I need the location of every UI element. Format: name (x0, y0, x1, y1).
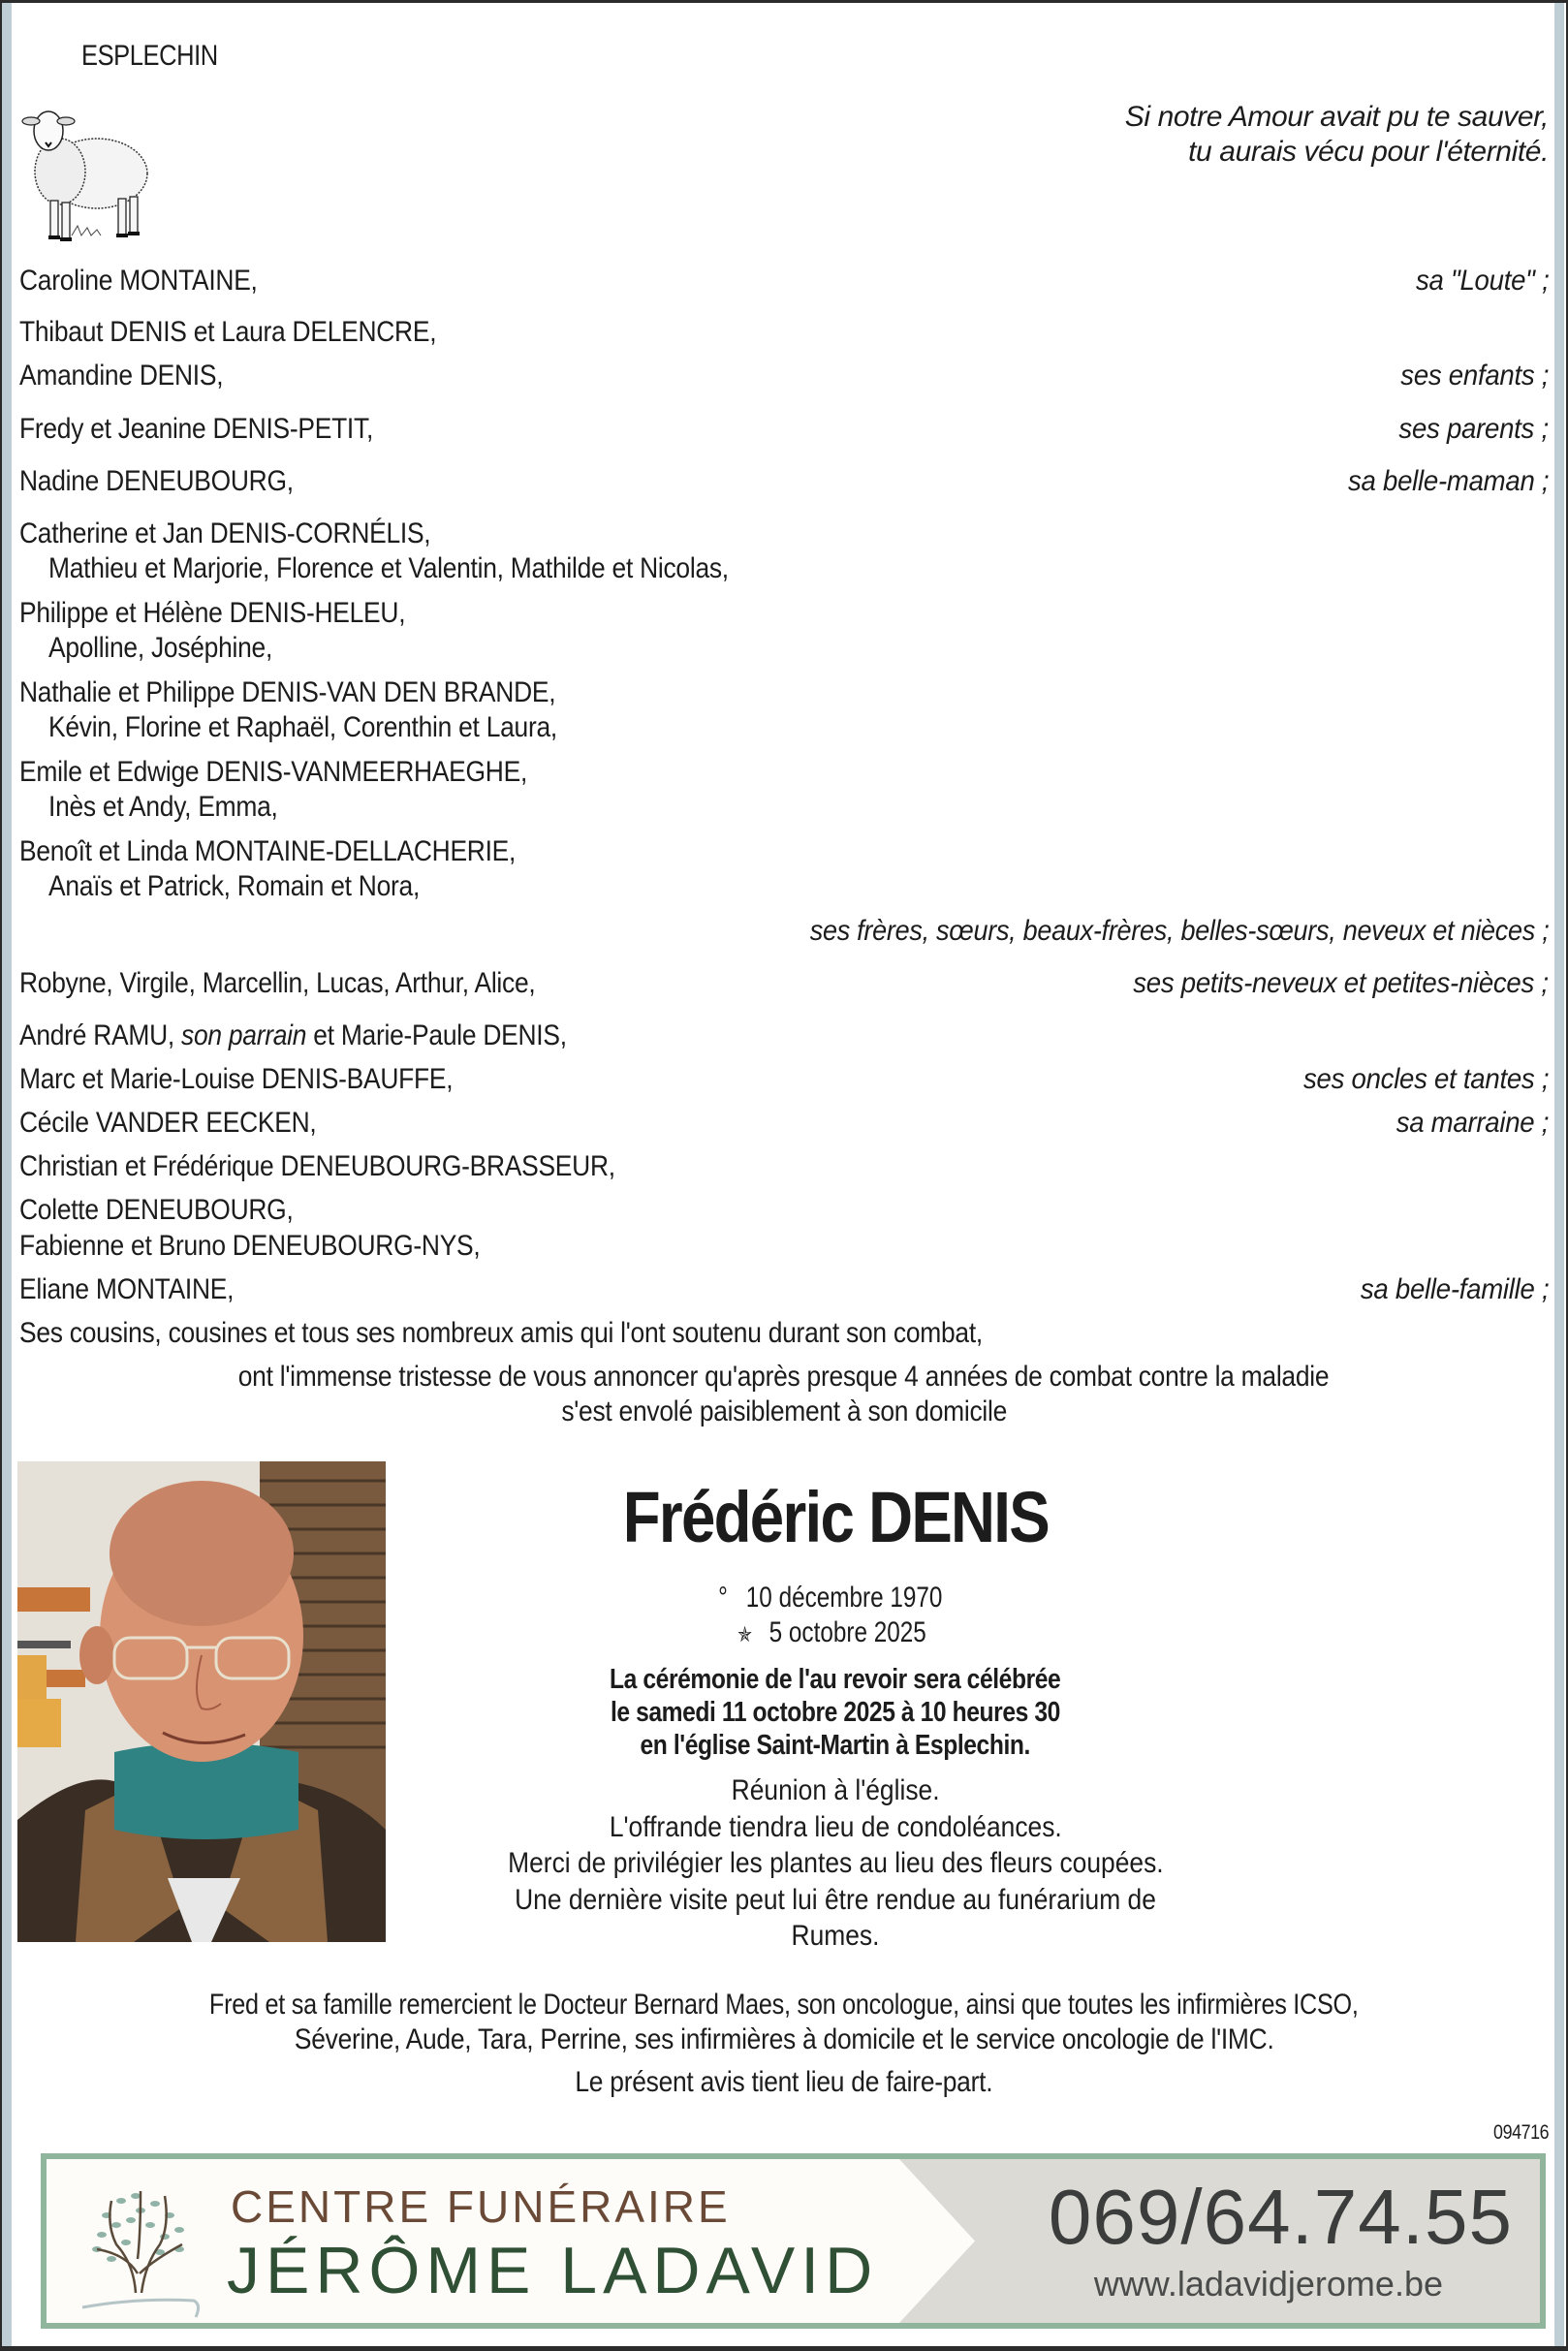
ceremony-line: La cérémonie de l'au revoir sera célébrée (610, 1664, 1061, 1695)
family-row (12, 1106, 1549, 1141)
faire-part-line: Le présent avis tient lieu de faire-part. (575, 2066, 993, 2098)
quote-line: Si notre Amour avait pu te sauver, (1124, 101, 1549, 133)
life-dates (477, 1581, 1194, 1652)
family-row (12, 966, 1549, 1001)
family-names: Fabienne et Bruno DENEUBOURG-NYS, (19, 1230, 481, 1262)
quote-line: tu aurais vécu pour l'éternité. (1188, 136, 1549, 168)
family-names: Catherine et Jan DENIS-CORNÉLIS, (19, 517, 431, 549)
family-row (12, 1149, 1549, 1184)
family-names: Colette DENEUBOURG, (19, 1194, 294, 1226)
announcement-line: ont l'immense tristesse de vous annoncer qu'après presque 4 années de combat contre la maladie (238, 1361, 1330, 1393)
company-line-2: JÉRÔME LADAVID (227, 2234, 879, 2307)
star-icon: ✯ (737, 1622, 752, 1646)
closing-family-line: Ses cousins, cousines et tous ses nombreux amis qui l'ont soutenu durant son combat, (19, 1317, 983, 1349)
family-row (12, 551, 1549, 586)
relation-label: ses frères, sœurs, beaux-frères, belles-sœurs, neveux et nièces ; (809, 915, 1549, 947)
family-names: Nathalie et Philippe DENIS-VAN DEN BRANDE, (19, 676, 556, 708)
family-row (12, 517, 1549, 551)
olive-tree-logo-icon (68, 2167, 211, 2322)
family-children: Kévin, Florine et Raphaël, Corenthin et Laura, (48, 711, 557, 743)
family-row (12, 359, 1549, 393)
ceremony-line: le samedi 11 octobre 2025 à 10 heures 30 (611, 1697, 1060, 1728)
epitaph-quote (1125, 100, 1549, 170)
relation-label: ses oncles et tantes ; (1302, 1063, 1549, 1095)
relation-label: sa marraine ; (1396, 1107, 1549, 1139)
family-names: Benoît et Linda MONTAINE-DELLACHERIE, (19, 835, 517, 867)
website-link[interactable]: www.ladavidjerome.be (1093, 2264, 1443, 2304)
ceremony-details (477, 1663, 1194, 1762)
family-names: Fredy et Jeanine DENIS-PETIT, (19, 413, 374, 445)
note-line: Une dernière visite peut lui être rendue au funérarium de Rumes. (515, 1883, 1156, 1952)
family-row (12, 631, 1549, 666)
family-names: Cécile VANDER EECKEN, (19, 1107, 317, 1139)
sheep-icon (19, 104, 149, 243)
family-row (12, 675, 1549, 710)
family-names: André RAMU, son parrain et Marie-Paule DENIS, (19, 1019, 567, 1051)
family-names: Marc et Marie-Louise DENIS-BAUFFE, (19, 1063, 454, 1095)
practical-notes (438, 1772, 1233, 1955)
ceremony-line: en l'église Saint-Martin à Esplechin. (640, 1730, 1031, 1761)
family-children: Inès et Andy, Emma, (48, 791, 278, 823)
family-row (12, 1062, 1549, 1097)
family-names: Emile et Edwige DENIS-VANMEERHAEGHE, (19, 756, 528, 788)
family-row (12, 315, 1549, 350)
family-row (12, 1229, 1549, 1264)
funeral-home-banner (41, 2153, 1546, 2329)
note-line: Réunion à l'église. (731, 1774, 940, 1806)
family-children: Apolline, Joséphine, (48, 632, 273, 664)
family-row (12, 464, 1549, 499)
family-row (12, 834, 1549, 869)
family-row (12, 1019, 1549, 1053)
family-row (12, 710, 1549, 745)
relation-label: sa belle-maman ; (1347, 465, 1549, 497)
relation-label: ses enfants ; (1400, 360, 1549, 392)
thanks-line: Fred et sa famille remercient le Docteur Bernard Maes, son oncologue, ainsi que toutes les infirmières ICSO, (209, 1989, 1359, 2021)
family-row (12, 1316, 1549, 1351)
portrait-photo (17, 1461, 386, 1942)
family-row (12, 1272, 1549, 1307)
death-date: ✯ 5 octobre 2025 (477, 1615, 1194, 1652)
relation-label: ses parents ; (1398, 413, 1549, 445)
family-children: Mathieu et Marjorie, Florence et Valentin, Mathilde et Nicolas, (48, 552, 729, 584)
family-row (12, 790, 1549, 825)
family-row (12, 869, 1549, 904)
note-line: L'offrande tiendra lieu de condoléances. (609, 1810, 1062, 1843)
reference-number: 094716 (1492, 2121, 1549, 2144)
family-names: Caroline MONTAINE, (19, 265, 258, 297)
relation-label: sa belle-famille ; (1360, 1273, 1549, 1305)
family-names: Amandine DENIS, (19, 360, 224, 392)
family-names: Eliane MONTAINE, (19, 1273, 235, 1305)
family-names: Christian et Frédérique DENEUBOURG-BRASSEUR, (19, 1150, 615, 1182)
deceased-name: Frédéric DENIS (622, 1477, 1049, 1557)
family-row (12, 412, 1549, 447)
note-line: Merci de privilégier les plantes au lieu des fleurs coupées. (507, 1847, 1164, 1879)
thanks-line: Séverine, Aude, Tara, Perrine, ses infirmières à domicile et le service oncologie de l'IMC. (294, 2023, 1274, 2055)
company-line-1: CENTRE FUNÉRAIRE (231, 2181, 731, 2232)
family-row (12, 596, 1549, 631)
godfather-label: son parrain (181, 1019, 307, 1051)
family-names: Philippe et Hélène DENIS-HELEU, (19, 597, 406, 629)
relation-label: ses petits-neveux et petites-nièces ; (1133, 967, 1549, 999)
locality-label: ESPLECHIN (81, 40, 218, 72)
family-names: Thibaut DENIS et Laura DELENCRE, (19, 316, 437, 348)
obituary-notice (2, 3, 1566, 2346)
birth-date: ° 10 décembre 1970 (717, 1582, 943, 1614)
family-row (12, 755, 1549, 790)
family-row (12, 914, 1549, 949)
relation-label: sa "Loute" ; (1415, 265, 1549, 297)
family-row (12, 1193, 1549, 1228)
family-row (12, 264, 1549, 298)
announcement-line: s'est envolé paisiblement à son domicile (561, 1395, 1007, 1427)
family-children: Anaïs et Patrick, Romain et Nora, (48, 870, 421, 902)
birth-symbol-icon: ° (717, 1582, 728, 1614)
family-names: Robyne, Virgile, Marcellin, Lucas, Arthur, Alice, (19, 967, 536, 999)
phone-number[interactable]: 069/64.74.55 (1048, 2174, 1513, 2260)
family-names: Nadine DENEUBOURG, (19, 465, 294, 497)
